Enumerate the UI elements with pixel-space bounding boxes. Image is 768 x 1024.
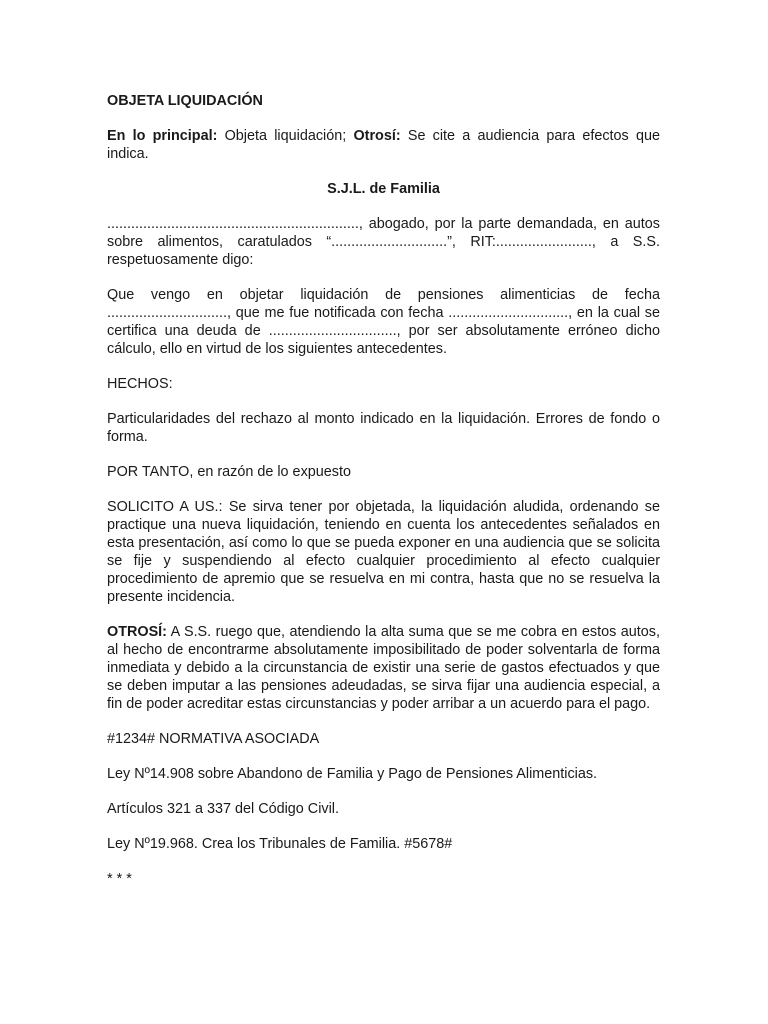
objection-paragraph: Que vengo en objetar liquidación de pensiones alimenticias de fecha .............................., que me fue notificada con fecha .............................., en la cual se certifica una deuda de ................................, por ser absolutamente erróneo dicho cálculo, ello en virtud de los siguientes antecedentes.: [107, 287, 660, 357]
end-mark: * * *: [107, 871, 132, 887]
law-item: Ley Nº14.908 sobre Abandono de Familia y Pago de Pensiones Alimenticias.: [107, 766, 598, 782]
solicito-paragraph: SOLICITO A US.: Se sirva tener por objetada, la liquidación aludida, ordenando se practique una nueva liquidación, teniendo en cuenta los antecedentes señalados en esta presentación, así como lo que se pueda exponer en una audiencia que se solicita se fije y suspendiendo al efecto cualquier procedimiento al efecto cualquier procedimiento de apremio que se resuelva en mi contra, hasta que no se resuelva la presente incidencia.: [107, 499, 660, 605]
principal-text: Objeta liquidación;: [217, 128, 354, 144]
otrosi-body-label: OTROSÍ:: [107, 624, 167, 640]
document-page: [107, 92, 660, 905]
addressee: S.J.L. de Familia: [327, 181, 440, 197]
hechos-paragraph: Particularidades del rechazo al monto indicado en la liquidación. Errores de fondo o forma.: [107, 411, 660, 445]
otrosi-body-text: A S.S. ruego que, atendiendo la alta suma que se me cobra en estos autos, al hecho de encontrarme absolutamente imposibilitado de poder solventarla de forma inmediata y debido a la circunstancia de existir una serie de gastos efectuados y que se deben imputar a las pensiones adeudadas, se sirva fijar una audiencia especial, a fin de poder acreditar estas circunstancias y poder arribar a un acuerdo para el pago.: [107, 624, 660, 712]
principal-label: En lo principal:: [107, 128, 218, 144]
otrosi-text: Se cite a audiencia para efectos que indica.: [107, 128, 660, 162]
intro-paragraph: ..............................................................., abogado, por la parte demandada, en autos sobre alimentos, caratulados “.............................”, RIT:........................, a S.S. respetuosamente digo:: [107, 216, 660, 268]
sumilla: [107, 127, 660, 163]
otrosi-paragraph: [107, 623, 660, 713]
law-item: Ley Nº19.968. Crea los Tribunales de Familia. #5678#: [107, 836, 453, 852]
por-tanto-paragraph: POR TANTO, en razón de lo expuesto: [107, 464, 351, 480]
otrosi-label: Otrosí:: [353, 128, 401, 144]
normativa-heading: #1234# NORMATIVA ASOCIADA: [107, 731, 320, 747]
document-title: OBJETA LIQUIDACIÓN: [107, 93, 263, 109]
hechos-heading: HECHOS:: [107, 376, 173, 392]
law-item: Artículos 321 a 337 del Código Civil.: [107, 801, 339, 817]
